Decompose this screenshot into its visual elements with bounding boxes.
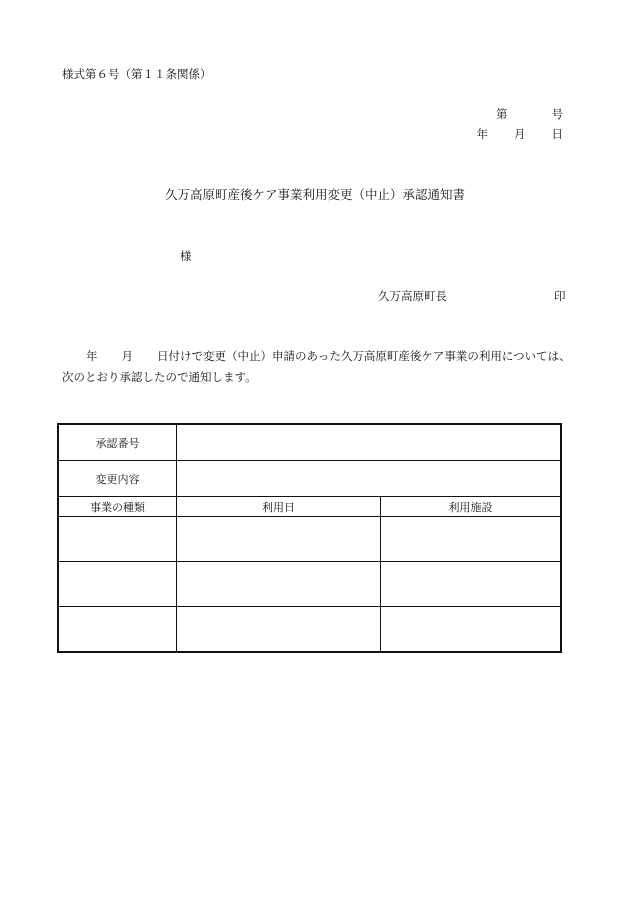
date-day: 日	[551, 127, 563, 141]
approval-number-label: 承認番号	[58, 424, 177, 461]
notice-body-line-1	[62, 346, 571, 367]
body-month: 月	[121, 349, 133, 363]
date-year: 年	[476, 127, 488, 141]
column-header-usage-date: 利用日	[177, 497, 381, 517]
table-cell	[177, 517, 381, 562]
column-header-facility: 利用施設	[381, 497, 562, 517]
date-month: 月	[514, 127, 526, 141]
table-cell	[58, 517, 177, 562]
column-header-service-type: 事業の種類	[58, 497, 177, 517]
table-row	[58, 562, 561, 607]
notice-body	[62, 346, 571, 388]
change-details-value	[177, 461, 562, 497]
table-header-row	[58, 497, 561, 517]
document-number	[496, 106, 563, 122]
body-line1-rest: 日付けで変更（中止）申請のあった久万高原町産後ケア事業の利用については、	[157, 349, 571, 363]
notice-body-line-2: 次のとおり承認したので通知します。	[62, 370, 257, 384]
table-row	[58, 517, 561, 562]
table-cell	[381, 607, 562, 653]
table-row	[58, 607, 561, 653]
document-title: 久万高原町産後ケア事業利用変更（中止）承認通知書	[164, 187, 465, 202]
seal-mark: 印	[554, 289, 566, 303]
table-cell	[381, 517, 562, 562]
table-cell	[381, 562, 562, 607]
change-details-row	[58, 461, 561, 497]
body-year: 年	[86, 349, 98, 363]
doc-number-label-go: 号	[551, 107, 563, 121]
approval-table	[57, 423, 562, 653]
form-number: 様式第６号（第１１条関係）	[62, 67, 212, 81]
approval-number-row	[58, 424, 561, 461]
table-cell	[58, 607, 177, 653]
table-cell	[177, 607, 381, 653]
approval-number-value	[177, 424, 562, 461]
change-details-label: 変更内容	[58, 461, 177, 497]
doc-number-label-dai: 第	[496, 107, 508, 121]
issue-date	[477, 126, 564, 142]
issuer-name: 久万高原町長	[378, 289, 447, 303]
table-cell	[58, 562, 177, 607]
addressee-suffix: 様	[180, 249, 192, 263]
table-cell	[177, 562, 381, 607]
